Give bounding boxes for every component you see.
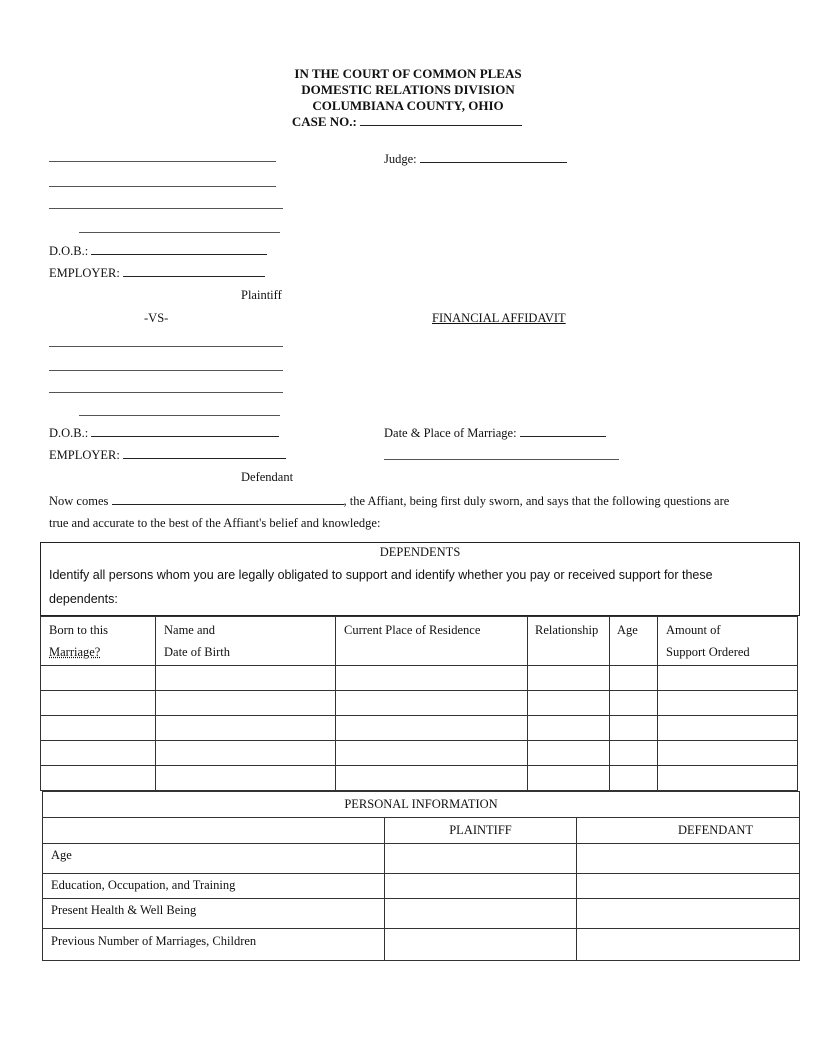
row-label-marriages: Previous Number of Marriages, Children [43,929,385,961]
table-cell[interactable] [385,929,577,961]
dependents-instruction-2: dependents: [49,592,118,606]
plaintiff-employer-row [49,265,265,281]
table-cell[interactable] [385,899,577,929]
plaintiff-dob-label: D.O.B.: [49,244,89,258]
table-cell[interactable] [577,874,800,899]
table-cell[interactable] [41,666,156,691]
personal-info-table [42,791,800,961]
marriage-place-line[interactable] [384,459,619,460]
court-name: IN THE COURT OF COMMON PLEAS [294,66,522,81]
marriage-label: Date & Place of Marriage: [384,426,517,440]
affiant-name-field[interactable] [112,493,344,505]
dependents-title: DEPENDENTS [379,545,461,559]
table-cell[interactable] [610,741,658,766]
table-cell[interactable] [610,666,658,691]
personal-info-header-row [43,818,800,844]
dependents-instruction-1: Identify all persons whom you are legally obligated to support and identify whether you pay or received support for these [49,568,713,582]
table-cell[interactable] [41,691,156,716]
affiant-statement-line1 [49,493,729,509]
table-cell[interactable] [577,929,800,961]
defendant-employer-label: EMPLOYER: [49,448,120,462]
plaintiff-label: Plaintiff [241,288,282,302]
table-row [43,899,800,929]
dependents-table [40,616,798,791]
table-cell[interactable] [610,716,658,741]
table-cell[interactable] [577,844,800,874]
row-label-health: Present Health & Well Being [43,899,385,929]
table-row [43,874,800,899]
plaintiff-employer-field[interactable] [123,265,265,277]
affiant-prefix: Now comes [49,494,109,508]
plaintiff-address-line-3[interactable] [79,232,280,233]
judge-label: Judge: [384,152,417,166]
table-cell[interactable] [336,666,528,691]
case-number-field[interactable] [360,114,522,126]
defendant-dob-label: D.O.B.: [49,426,89,440]
row-label-education: Education, Occupation, and Training [43,874,385,899]
plaintiff-dob-row [49,243,267,259]
col-residence: Current Place of Residence [336,617,528,666]
plaintiff-address-line-2[interactable] [49,208,283,209]
court-header [0,66,816,130]
table-cell[interactable] [156,741,336,766]
col-age: Age [610,617,658,666]
table-cell[interactable] [610,691,658,716]
judge-field[interactable] [420,151,567,163]
table-cell[interactable] [658,716,798,741]
table-cell[interactable] [528,716,610,741]
table-cell[interactable] [41,716,156,741]
defendant-dob-row [49,425,279,441]
table-row [41,691,798,716]
affiant-statement-line2: true and accurate to the best of the Affiant's belief and knowledge: [49,516,381,530]
judge-row [384,151,567,167]
table-cell[interactable] [156,666,336,691]
plaintiff-employer-label: EMPLOYER: [49,266,120,280]
table-row [43,929,800,961]
table-cell[interactable] [41,741,156,766]
table-cell[interactable] [658,666,798,691]
col-support-ordered: Amount of Support Ordered [658,617,798,666]
table-row [41,666,798,691]
table-cell[interactable] [658,741,798,766]
table-cell[interactable] [41,766,156,791]
row-label-age: Age [43,844,385,874]
defendant-label: Defendant [241,470,294,484]
defendant-address-line-1[interactable] [49,370,283,371]
personal-info-blank-header [43,818,385,844]
table-row [43,844,800,874]
col-name-dob: Name and Date of Birth [156,617,336,666]
case-number-label: CASE NO.: [291,114,357,129]
table-cell[interactable] [156,716,336,741]
dependents-box [40,542,800,616]
dependents-header-row [41,617,798,666]
table-cell[interactable] [528,741,610,766]
col-plaintiff: PLAINTIFF [385,818,577,844]
plaintiff-address-line-1[interactable] [49,186,276,187]
table-cell[interactable] [528,766,610,791]
defendant-employer-row [49,447,286,463]
personal-info-title-row [43,792,800,818]
table-row [41,741,798,766]
plaintiff-dob-field[interactable] [91,243,267,255]
table-cell[interactable] [156,766,336,791]
table-cell[interactable] [336,766,528,791]
personal-info-title: PERSONAL INFORMATION [43,792,800,818]
table-cell[interactable] [658,691,798,716]
table-cell[interactable] [528,691,610,716]
affiant-suffix: , the Affiant, being first duly sworn, and says that the following questions are [343,494,730,508]
table-cell[interactable] [336,691,528,716]
defendant-employer-field[interactable] [123,447,286,459]
case-number-row [0,114,816,130]
versus-label: -VS- [144,311,169,325]
marriage-row [384,425,606,441]
table-cell[interactable] [385,844,577,874]
plaintiff-name-line[interactable] [49,161,276,162]
col-defendant: DEFENDANT [577,818,800,844]
court-division: DOMESTIC RELATIONS DIVISION [301,82,515,97]
defendant-dob-field[interactable] [91,425,279,437]
table-row [41,766,798,791]
col-relationship: Relationship [528,617,610,666]
marriage-field[interactable] [520,425,606,437]
table-cell[interactable] [610,766,658,791]
table-cell[interactable] [577,899,800,929]
table-cell[interactable] [385,874,577,899]
defendant-address-line-3[interactable] [79,415,280,416]
defendant-name-line[interactable] [49,346,283,347]
table-row [41,716,798,741]
table-cell[interactable] [658,766,798,791]
table-cell[interactable] [528,666,610,691]
table-cell[interactable] [336,741,528,766]
table-cell[interactable] [156,691,336,716]
table-cell[interactable] [336,716,528,741]
document-title: FINANCIAL AFFIDAVIT [432,311,566,325]
defendant-address-line-2[interactable] [49,392,283,393]
col-born-to-marriage: Born to this Marriage? [41,617,156,666]
court-county: COLUMBIANA COUNTY, OHIO [312,98,504,113]
